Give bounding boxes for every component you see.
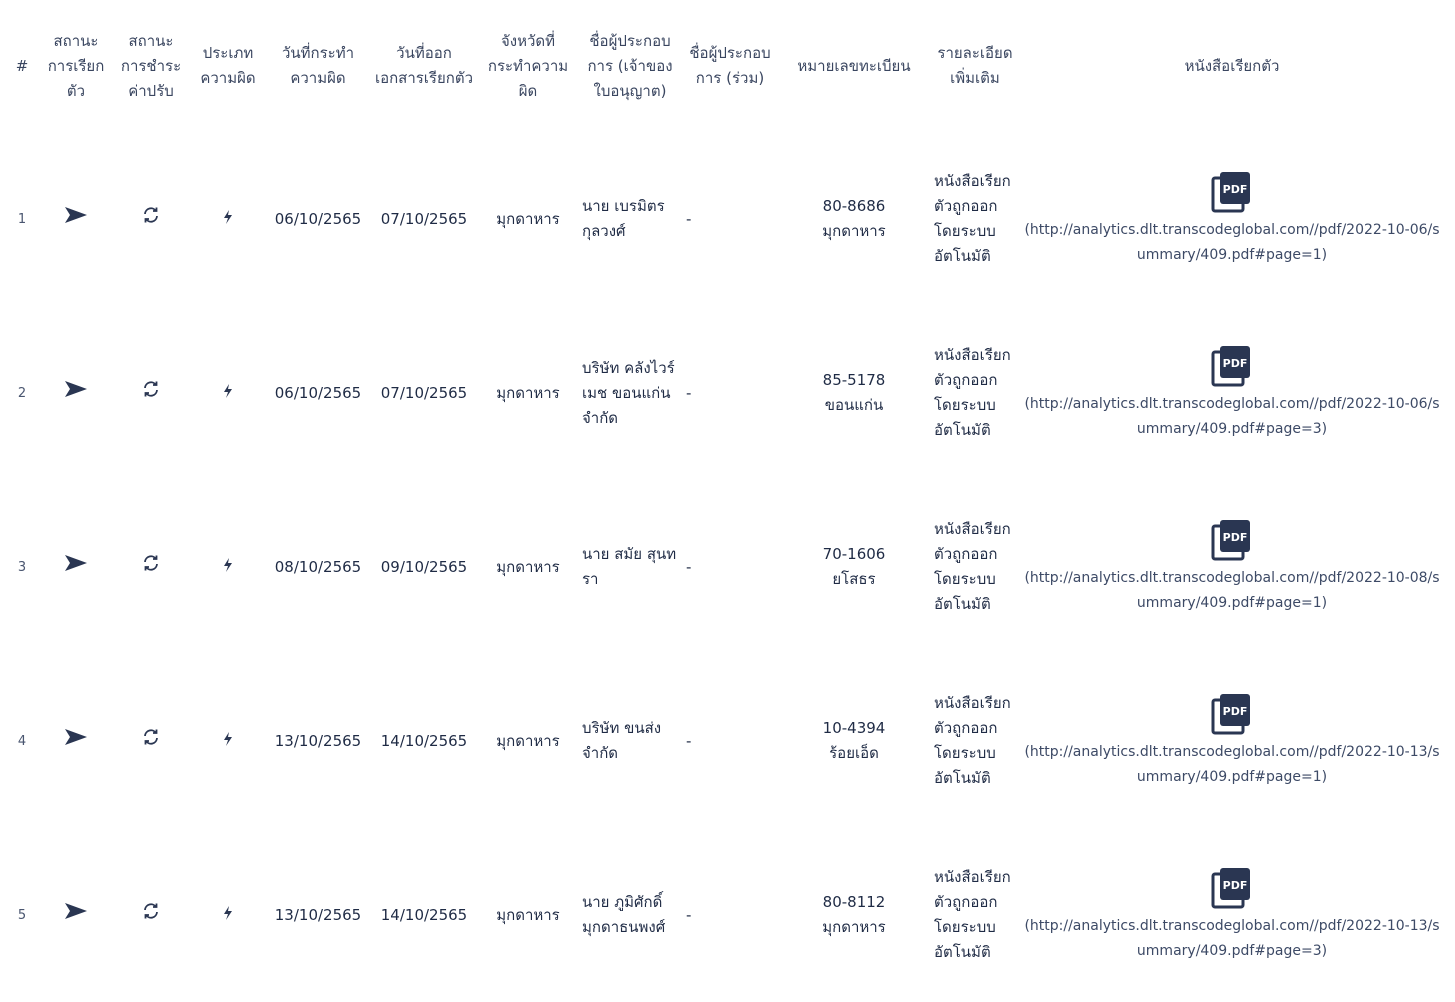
summons-doc-cell <box>1020 828 1444 1002</box>
plate-cell <box>778 480 930 654</box>
operator-owner: บริษัท คลังไวร์เมช ขอนแก่น จำกัด <box>582 358 675 427</box>
send-icon[interactable] <box>64 727 88 755</box>
issue-date: 07/10/2565 <box>380 383 468 402</box>
plate-province: มุกดาหาร <box>822 222 886 240</box>
header-payment-status: สถานะการชำระค่าปรับ <box>120 31 182 100</box>
table-row <box>4 480 1444 654</box>
header-plate: หมายเลขทะเบียน <box>797 56 911 75</box>
pdf-link[interactable]: (http://analytics.dlt.transcodeglobal.com//pdf/2022-10-13/summary/409.pdf#page=1) <box>1024 744 1440 785</box>
table-row <box>4 828 1444 1002</box>
offense-type-cell <box>190 828 266 1002</box>
refresh-icon[interactable] <box>142 901 160 929</box>
plate-province: มุกดาหาร <box>822 918 886 936</box>
offense-date: 06/10/2565 <box>274 383 362 402</box>
send-icon[interactable] <box>64 901 88 929</box>
offense-date: 06/10/2565 <box>274 209 362 228</box>
plate-cell <box>778 828 930 1002</box>
bolt-icon <box>223 207 233 232</box>
operator-owner: นาย สมัย สุนทรา <box>582 545 677 588</box>
operator-joint: - <box>686 731 692 750</box>
summon-status-cell <box>40 306 112 480</box>
refresh-icon[interactable] <box>142 553 160 581</box>
plate-number: 85-5178 <box>822 371 886 389</box>
svg-text:PDF: PDF <box>1222 879 1248 892</box>
operator-joint: - <box>686 383 692 402</box>
header-issue-date: วันที่ออกเอกสารเรียกตัว <box>374 44 474 87</box>
issue-date: 14/10/2565 <box>380 731 468 750</box>
bolt-icon <box>223 381 233 406</box>
province: มุกดาหาร <box>496 209 560 228</box>
header-summon-status: สถานะการเรียกตัว <box>47 31 105 100</box>
issue-date: 14/10/2565 <box>380 905 468 924</box>
pdf-icon[interactable] <box>1210 692 1254 736</box>
send-icon[interactable] <box>64 553 88 581</box>
operator-owner: นาย ภูมิศักดิ์ มุกดาธนพงศ์ <box>582 893 666 936</box>
plate-province: ขอนแก่น <box>824 396 884 414</box>
plate-number: 80-8112 <box>822 893 886 911</box>
header-operator-joint: ชื่อผู้ประกอบการ (ร่วม) <box>689 44 771 87</box>
pdf-link[interactable]: (http://analytics.dlt.transcodeglobal.com//pdf/2022-10-13/summary/409.pdf#page=3) <box>1024 918 1440 959</box>
summons-table <box>4 0 1444 1002</box>
refresh-icon[interactable] <box>142 379 160 407</box>
operator-owner: บริษัท ขนส่ง จำกัด <box>582 719 662 762</box>
pdf-link[interactable]: (http://analytics.dlt.transcodeglobal.com//pdf/2022-10-08/summary/409.pdf#page=1) <box>1024 570 1440 611</box>
province: มุกดาหาร <box>496 383 560 402</box>
plate-number: 70-1606 <box>822 545 886 563</box>
plate-province: ยโสธร <box>832 570 876 588</box>
details: หนังสือเรียกตัวถูกออกโดยระบบอัตโนมัติ <box>934 520 1011 613</box>
row-number: 4 <box>17 733 27 749</box>
payment-status-cell <box>112 132 190 306</box>
pdf-icon[interactable] <box>1210 170 1254 214</box>
send-icon[interactable] <box>64 205 88 233</box>
summons-doc-cell <box>1020 480 1444 654</box>
table-row <box>4 306 1444 480</box>
plate-number: 80-8686 <box>822 197 886 215</box>
svg-text:PDF: PDF <box>1222 183 1248 196</box>
pdf-icon[interactable] <box>1210 344 1254 388</box>
table-row <box>4 132 1444 306</box>
pdf-link[interactable]: (http://analytics.dlt.transcodeglobal.com//pdf/2022-10-06/summary/409.pdf#page=1) <box>1024 222 1440 263</box>
details: หนังสือเรียกตัวถูกออกโดยระบบอัตโนมัติ <box>934 172 1011 265</box>
issue-date: 09/10/2565 <box>380 557 468 576</box>
operator-joint: - <box>686 557 692 576</box>
table-header-row <box>4 0 1444 132</box>
svg-text:PDF: PDF <box>1222 531 1248 544</box>
summon-status-cell <box>40 480 112 654</box>
header-operator-owner: ชื่อผู้ประกอบการ (เจ้าของใบอนุญาต) <box>587 31 673 100</box>
details: หนังสือเรียกตัวถูกออกโดยระบบอัตโนมัติ <box>934 346 1011 439</box>
operator-owner: นาย เบรมิตร กุลวงศ์ <box>582 197 665 240</box>
header-offense-type: ประเภทความผิด <box>200 44 256 87</box>
details: หนังสือเรียกตัวถูกออกโดยระบบอัตโนมัติ <box>934 868 1011 961</box>
offense-date: 13/10/2565 <box>274 731 362 750</box>
header-offense-date: วันที่กระทำความผิด <box>281 44 355 87</box>
offense-date: 08/10/2565 <box>274 557 362 576</box>
plate-cell <box>778 306 930 480</box>
summons-doc-cell <box>1020 306 1444 480</box>
header-no: # <box>15 56 29 75</box>
offense-type-cell <box>190 306 266 480</box>
send-icon[interactable] <box>64 379 88 407</box>
payment-status-cell <box>112 828 190 1002</box>
province: มุกดาหาร <box>496 731 560 750</box>
pdf-link[interactable]: (http://analytics.dlt.transcodeglobal.com//pdf/2022-10-06/summary/409.pdf#page=3) <box>1024 396 1440 437</box>
header-province: จังหวัดที่กระทำความผิด <box>487 31 569 100</box>
summon-status-cell <box>40 828 112 1002</box>
svg-text:PDF: PDF <box>1222 705 1248 718</box>
plate-number: 10-4394 <box>822 719 886 737</box>
offense-type-cell <box>190 132 266 306</box>
bolt-icon <box>223 903 233 928</box>
table-row <box>4 654 1444 828</box>
operator-joint: - <box>686 905 692 924</box>
plate-cell <box>778 132 930 306</box>
summons-doc-cell <box>1020 132 1444 306</box>
row-number: 2 <box>17 385 27 401</box>
offense-date: 13/10/2565 <box>274 905 362 924</box>
payment-status-cell <box>112 480 190 654</box>
header-summons-doc: หนังสือเรียกตัว <box>1184 56 1280 75</box>
summon-status-cell <box>40 132 112 306</box>
bolt-icon <box>223 555 233 580</box>
payment-status-cell <box>112 306 190 480</box>
payment-status-cell <box>112 654 190 828</box>
offense-type-cell <box>190 654 266 828</box>
operator-joint: - <box>686 209 692 228</box>
plate-province: ร้อยเอ็ด <box>829 744 879 762</box>
pdf-icon[interactable] <box>1210 866 1254 910</box>
svg-text:PDF: PDF <box>1222 357 1248 370</box>
pdf-icon[interactable] <box>1210 518 1254 562</box>
details: หนังสือเรียกตัวถูกออกโดยระบบอัตโนมัติ <box>934 694 1011 787</box>
row-number: 1 <box>17 211 27 227</box>
plate-cell <box>778 654 930 828</box>
province: มุกดาหาร <box>496 557 560 576</box>
summon-status-cell <box>40 654 112 828</box>
offense-type-cell <box>190 480 266 654</box>
issue-date: 07/10/2565 <box>380 209 468 228</box>
row-number: 3 <box>17 559 27 575</box>
row-number: 5 <box>17 907 27 923</box>
refresh-icon[interactable] <box>142 727 160 755</box>
bolt-icon <box>223 729 233 754</box>
province: มุกดาหาร <box>496 905 560 924</box>
summons-doc-cell <box>1020 654 1444 828</box>
refresh-icon[interactable] <box>142 205 160 233</box>
header-details: รายละเอียดเพิ่มเติม <box>937 44 1013 87</box>
